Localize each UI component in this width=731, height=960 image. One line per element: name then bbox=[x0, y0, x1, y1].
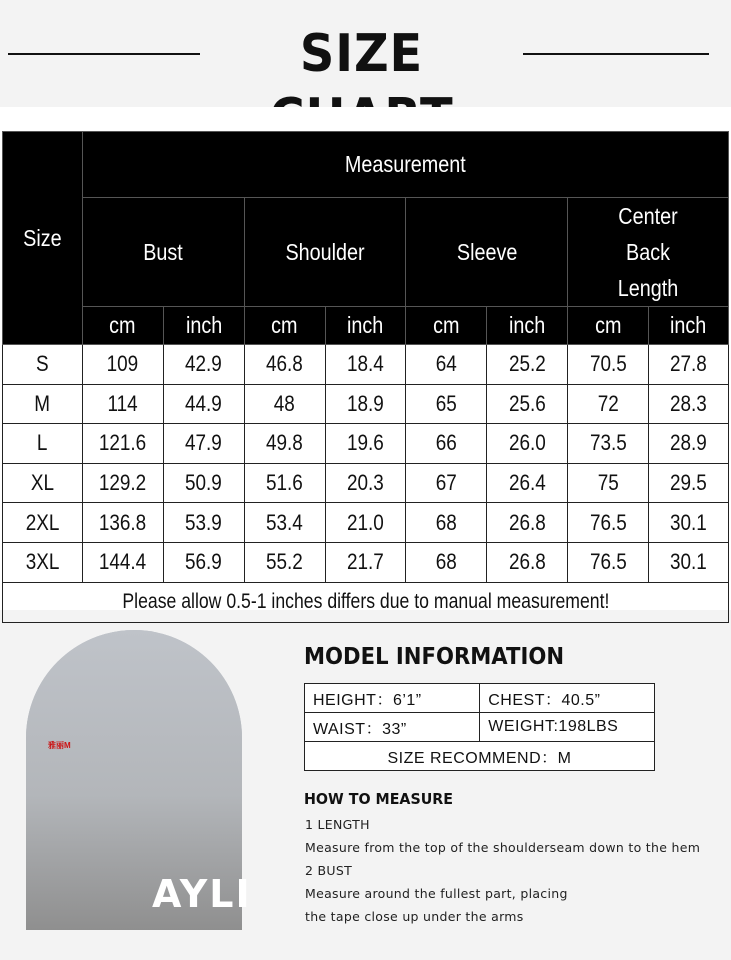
value-cell: 46.8 bbox=[244, 345, 325, 385]
value-cell: 121.6 bbox=[82, 424, 163, 464]
value-cell: 26.8 bbox=[487, 503, 568, 543]
value-cell: 18.9 bbox=[325, 384, 406, 424]
value-cell: 44.9 bbox=[163, 384, 244, 424]
value-cell: 114 bbox=[82, 384, 163, 424]
table-row bbox=[3, 384, 729, 424]
brand-logo: AYLI bbox=[152, 872, 252, 916]
value-cell: 28.3 bbox=[649, 384, 729, 424]
page-title: SIZE bbox=[299, 24, 424, 84]
value-cell: 28.9 bbox=[649, 424, 729, 464]
value-cell: 21.0 bbox=[325, 503, 406, 543]
value-cell: 72 bbox=[568, 384, 649, 424]
value-cell: 65 bbox=[406, 384, 487, 424]
value-cell: 53.4 bbox=[244, 503, 325, 543]
value-cell: 129.2 bbox=[82, 463, 163, 503]
shoulder-header: Shoulder bbox=[244, 198, 406, 307]
table-row bbox=[3, 424, 729, 464]
model-chest: CHEST：40.5” bbox=[480, 684, 655, 713]
unit-header: cm bbox=[244, 307, 325, 345]
model-height: HEIGHT：6’1” bbox=[305, 684, 480, 713]
value-cell: 56.9 bbox=[163, 542, 244, 582]
unit-header: inch bbox=[325, 307, 406, 345]
model-info-title: MODEL INFORMATION bbox=[304, 644, 565, 670]
value-cell: 25.2 bbox=[487, 345, 568, 385]
value-cell: 73.5 bbox=[568, 424, 649, 464]
sleeve-header: Sleeve bbox=[406, 198, 568, 307]
value-cell: 48 bbox=[244, 384, 325, 424]
value-cell: 30.1 bbox=[649, 542, 729, 582]
header-rule-left bbox=[8, 53, 200, 55]
value-cell: 70.5 bbox=[568, 345, 649, 385]
value-cell: 49.8 bbox=[244, 424, 325, 464]
value-cell: 42.9 bbox=[163, 345, 244, 385]
size-header: Size bbox=[3, 132, 83, 345]
table-row bbox=[3, 463, 729, 503]
measurement-header: Measurement bbox=[82, 132, 728, 198]
value-cell: 64 bbox=[406, 345, 487, 385]
value-cell: 21.7 bbox=[325, 542, 406, 582]
value-cell: 20.3 bbox=[325, 463, 406, 503]
model-weight: WEIGHT:198LBS bbox=[480, 713, 655, 742]
center-back-length-header: Center Back Length bbox=[568, 198, 729, 307]
unit-header: cm bbox=[568, 307, 649, 345]
size-chart-section bbox=[0, 107, 731, 614]
table-row bbox=[3, 542, 729, 582]
value-cell: 47.9 bbox=[163, 424, 244, 464]
value-cell: 25.6 bbox=[487, 384, 568, 424]
unit-header: cm bbox=[406, 307, 487, 345]
measurement-note: Please allow 0.5-1 inches differs due to manual measurement! bbox=[3, 582, 729, 622]
size-cell: 2XL bbox=[3, 503, 83, 543]
value-cell: 68 bbox=[406, 542, 487, 582]
value-cell: 55.2 bbox=[244, 542, 325, 582]
value-cell: 68 bbox=[406, 503, 487, 543]
value-cell: 109 bbox=[82, 345, 163, 385]
table-row bbox=[3, 503, 729, 543]
value-cell: 26.0 bbox=[487, 424, 568, 464]
value-cell: 26.4 bbox=[487, 463, 568, 503]
value-cell: 19.6 bbox=[325, 424, 406, 464]
photo-watermark: 雅丽M bbox=[48, 741, 71, 750]
unit-header: cm bbox=[82, 307, 163, 345]
size-chart-table bbox=[2, 131, 729, 623]
value-cell: 136.8 bbox=[82, 503, 163, 543]
table-row bbox=[3, 345, 729, 385]
value-cell: 144.4 bbox=[82, 542, 163, 582]
bust-instructions-line-1: Measure around the fullest part, placing bbox=[305, 886, 568, 901]
length-instructions: Measure from the top of the shoulderseam down to the hem bbox=[305, 840, 701, 855]
header-rule-right bbox=[523, 53, 709, 55]
bust-instructions-line-2: the tape close up under the arms bbox=[305, 909, 524, 924]
bust-header: Bust bbox=[82, 198, 244, 307]
unit-header: inch bbox=[163, 307, 244, 345]
unit-header: inch bbox=[649, 307, 729, 345]
value-cell: 27.8 bbox=[649, 345, 729, 385]
size-cell: M bbox=[3, 384, 83, 424]
value-cell: 76.5 bbox=[568, 542, 649, 582]
model-waist: WAIST：33” bbox=[305, 713, 480, 742]
bust-heading: 2 BUST bbox=[305, 863, 353, 878]
value-cell: 29.5 bbox=[649, 463, 729, 503]
how-to-measure-title: HOW TO MEASURE bbox=[304, 790, 454, 808]
value-cell: 76.5 bbox=[568, 503, 649, 543]
value-cell: 67 bbox=[406, 463, 487, 503]
size-cell: 3XL bbox=[3, 542, 83, 582]
value-cell: 26.8 bbox=[487, 542, 568, 582]
size-recommend: SIZE RECOMMEND：M bbox=[305, 742, 655, 771]
size-cell: XL bbox=[3, 463, 83, 503]
length-heading: 1 LENGTH bbox=[305, 817, 370, 832]
value-cell: 53.9 bbox=[163, 503, 244, 543]
value-cell: 51.6 bbox=[244, 463, 325, 503]
unit-header: inch bbox=[487, 307, 568, 345]
value-cell: 50.9 bbox=[163, 463, 244, 503]
value-cell: 30.1 bbox=[649, 503, 729, 543]
size-cell: S bbox=[3, 345, 83, 385]
page-header bbox=[0, 0, 731, 107]
value-cell: 66 bbox=[406, 424, 487, 464]
model-info-table bbox=[304, 683, 655, 771]
size-cell: L bbox=[3, 424, 83, 464]
value-cell: 18.4 bbox=[325, 345, 406, 385]
value-cell: 75 bbox=[568, 463, 649, 503]
